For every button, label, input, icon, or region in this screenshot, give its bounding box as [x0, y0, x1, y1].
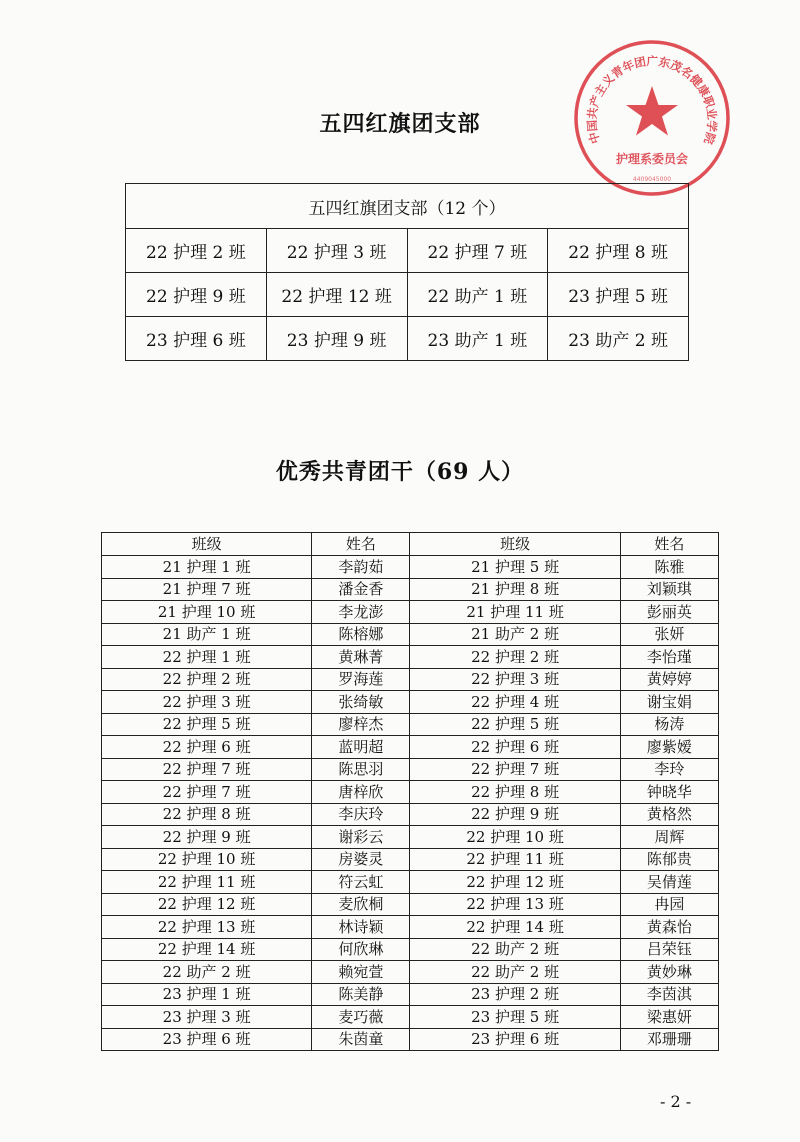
- class-cell: 22 护理 5 班: [410, 713, 620, 736]
- class-cell: 23 护理 6 班: [102, 1028, 312, 1051]
- name-cell: 李韵茹: [312, 556, 410, 579]
- table-row: [102, 623, 719, 646]
- branch-section-title: 五四红旗团支部: [319, 111, 481, 137]
- table-row: [102, 691, 719, 714]
- table-row: [102, 893, 719, 916]
- class-cell: 22 护理 7 班: [410, 758, 620, 781]
- class-cell: 21 护理 5 班: [410, 556, 620, 579]
- table-row: [102, 578, 719, 601]
- class-cell: 22 助产 2 班: [102, 961, 312, 984]
- class-cell: 23 护理 6 班: [410, 1028, 620, 1051]
- class-cell: 22 护理 2 班: [102, 668, 312, 691]
- class-cell: 22 护理 3 班: [102, 691, 312, 714]
- name-cell: 黄格然: [620, 803, 718, 826]
- branch-table: [125, 183, 689, 361]
- class-cell: 22 护理 7 班: [102, 781, 312, 804]
- class-cell: 22 护理 11 班: [410, 848, 620, 871]
- name-cell: 张绮敏: [312, 691, 410, 714]
- seal-arc-text: 中国共产主义青年团广东茂名健康职业学院: [584, 54, 720, 146]
- class-cell: 22 护理 13 班: [410, 893, 620, 916]
- class-cell: 23 护理 2 班: [410, 983, 620, 1006]
- class-cell: 22 护理 10 班: [102, 848, 312, 871]
- table-cell: 22 助产 1 班: [407, 273, 548, 317]
- page-number: - 2 -: [660, 1092, 692, 1111]
- name-cell: 陈郁贵: [620, 848, 718, 871]
- name-cell: 蓝明超: [312, 736, 410, 759]
- name-cell: 黄婷婷: [620, 668, 718, 691]
- name-cell: 唐梓欣: [312, 781, 410, 804]
- table-cell: 22 护理 12 班: [266, 273, 407, 317]
- name-cell: 赖宛萱: [312, 961, 410, 984]
- class-cell: 22 护理 5 班: [102, 713, 312, 736]
- table-row: [102, 1006, 719, 1029]
- cadre-section-title: 优秀共青团干（69 人）: [275, 459, 525, 485]
- table-cell: 23 护理 9 班: [266, 317, 407, 361]
- class-cell: 22 护理 4 班: [410, 691, 620, 714]
- table-row: [102, 826, 719, 849]
- table-cell: 22 护理 9 班: [126, 273, 267, 317]
- class-cell: 22 护理 8 班: [410, 781, 620, 804]
- table-cell: 22 护理 3 班: [266, 229, 407, 273]
- name-cell: 廖紫嫒: [620, 736, 718, 759]
- name-cell: 房婆灵: [312, 848, 410, 871]
- class-cell: 22 助产 2 班: [410, 961, 620, 984]
- name-cell: 彭丽英: [620, 601, 718, 624]
- table-row: [102, 961, 719, 984]
- table-row: [126, 229, 689, 273]
- branch-table-header: 五四红旗团支部（12 个）: [126, 184, 689, 229]
- table-cell: 23 护理 5 班: [548, 273, 689, 317]
- column-header-class: 班级: [410, 533, 620, 556]
- name-cell: 罗海莲: [312, 668, 410, 691]
- table-row: [102, 668, 719, 691]
- table-cell: 22 护理 8 班: [548, 229, 689, 273]
- seal-bottom-text: 护理系委员会: [615, 152, 689, 166]
- name-cell: 符云虹: [312, 871, 410, 894]
- table-row: [126, 273, 689, 317]
- class-cell: 22 护理 8 班: [102, 803, 312, 826]
- name-cell: 李龙澎: [312, 601, 410, 624]
- table-cell: 22 护理 7 班: [407, 229, 548, 273]
- class-cell: 22 护理 6 班: [410, 736, 620, 759]
- name-cell: 麦欣桐: [312, 893, 410, 916]
- class-cell: 23 护理 1 班: [102, 983, 312, 1006]
- class-cell: 21 助产 1 班: [102, 623, 312, 646]
- name-cell: 陈榕娜: [312, 623, 410, 646]
- name-cell: 黄琳菁: [312, 646, 410, 669]
- table-row: [126, 317, 689, 361]
- class-cell: 22 护理 13 班: [102, 916, 312, 939]
- name-cell: 李玲: [620, 758, 718, 781]
- table-row: [102, 848, 719, 871]
- table-row: [102, 1028, 719, 1051]
- class-cell: 22 护理 6 班: [102, 736, 312, 759]
- name-cell: 廖梓杰: [312, 713, 410, 736]
- name-cell: 李茵淇: [620, 983, 718, 1006]
- class-cell: 23 护理 5 班: [410, 1006, 620, 1029]
- table-row: [102, 601, 719, 624]
- table-cell: 22 护理 2 班: [126, 229, 267, 273]
- name-cell: 邓珊珊: [620, 1028, 718, 1051]
- name-cell: 陈思羽: [312, 758, 410, 781]
- name-cell: 朱茵童: [312, 1028, 410, 1051]
- table-row: [102, 758, 719, 781]
- name-cell: 陈美静: [312, 983, 410, 1006]
- table-cell: 23 助产 1 班: [407, 317, 548, 361]
- class-cell: 22 助产 2 班: [410, 938, 620, 961]
- name-cell: 陈雅: [620, 556, 718, 579]
- table-row: [102, 938, 719, 961]
- name-cell: 潘金香: [312, 578, 410, 601]
- name-cell: 吴倩莲: [620, 871, 718, 894]
- name-cell: 刘颖琪: [620, 578, 718, 601]
- table-row: [102, 736, 719, 759]
- name-cell: 冉园: [620, 893, 718, 916]
- table-row: [102, 803, 719, 826]
- column-header-name: 姓名: [312, 533, 410, 556]
- name-cell: 黄妙琳: [620, 961, 718, 984]
- table-row: [102, 983, 719, 1006]
- class-cell: 22 护理 10 班: [410, 826, 620, 849]
- class-cell: 22 护理 12 班: [102, 893, 312, 916]
- column-header-class: 班级: [102, 533, 312, 556]
- table-row: [126, 184, 689, 229]
- table-cell: 23 助产 2 班: [548, 317, 689, 361]
- name-cell: 杨涛: [620, 713, 718, 736]
- table-row: [102, 916, 719, 939]
- cadre-table: [101, 532, 719, 1051]
- name-cell: 林诗颖: [312, 916, 410, 939]
- seal-number: 4409045000: [632, 176, 672, 183]
- class-cell: 22 护理 12 班: [410, 871, 620, 894]
- class-cell: 21 护理 10 班: [102, 601, 312, 624]
- name-cell: 梁惠妍: [620, 1006, 718, 1029]
- class-cell: 22 护理 14 班: [102, 938, 312, 961]
- class-cell: 21 护理 1 班: [102, 556, 312, 579]
- class-cell: 21 护理 7 班: [102, 578, 312, 601]
- class-cell: 22 护理 1 班: [102, 646, 312, 669]
- table-row: [102, 646, 719, 669]
- table-row: [102, 871, 719, 894]
- class-cell: 21 助产 2 班: [410, 623, 620, 646]
- class-cell: 22 护理 7 班: [102, 758, 312, 781]
- name-cell: 麦巧薇: [312, 1006, 410, 1029]
- name-cell: 李庆玲: [312, 803, 410, 826]
- class-cell: 23 护理 3 班: [102, 1006, 312, 1029]
- name-cell: 李怡瑾: [620, 646, 718, 669]
- table-header-row: [102, 533, 719, 556]
- name-cell: 谢彩云: [312, 826, 410, 849]
- class-cell: 21 护理 11 班: [410, 601, 620, 624]
- table-row: [102, 713, 719, 736]
- name-cell: 吕荣钰: [620, 938, 718, 961]
- table-row: [102, 781, 719, 804]
- name-cell: 周辉: [620, 826, 718, 849]
- class-cell: 22 护理 11 班: [102, 871, 312, 894]
- class-cell: 22 护理 14 班: [410, 916, 620, 939]
- class-cell: 22 护理 3 班: [410, 668, 620, 691]
- name-cell: 黄森怡: [620, 916, 718, 939]
- class-cell: 22 护理 2 班: [410, 646, 620, 669]
- name-cell: 钟晓华: [620, 781, 718, 804]
- name-cell: 谢宝娟: [620, 691, 718, 714]
- name-cell: 何欣琳: [312, 938, 410, 961]
- name-cell: 张妍: [620, 623, 718, 646]
- table-row: [102, 556, 719, 579]
- table-cell: 23 护理 6 班: [126, 317, 267, 361]
- class-cell: 22 护理 9 班: [410, 803, 620, 826]
- class-cell: 21 护理 8 班: [410, 578, 620, 601]
- class-cell: 22 护理 9 班: [102, 826, 312, 849]
- column-header-name: 姓名: [620, 533, 718, 556]
